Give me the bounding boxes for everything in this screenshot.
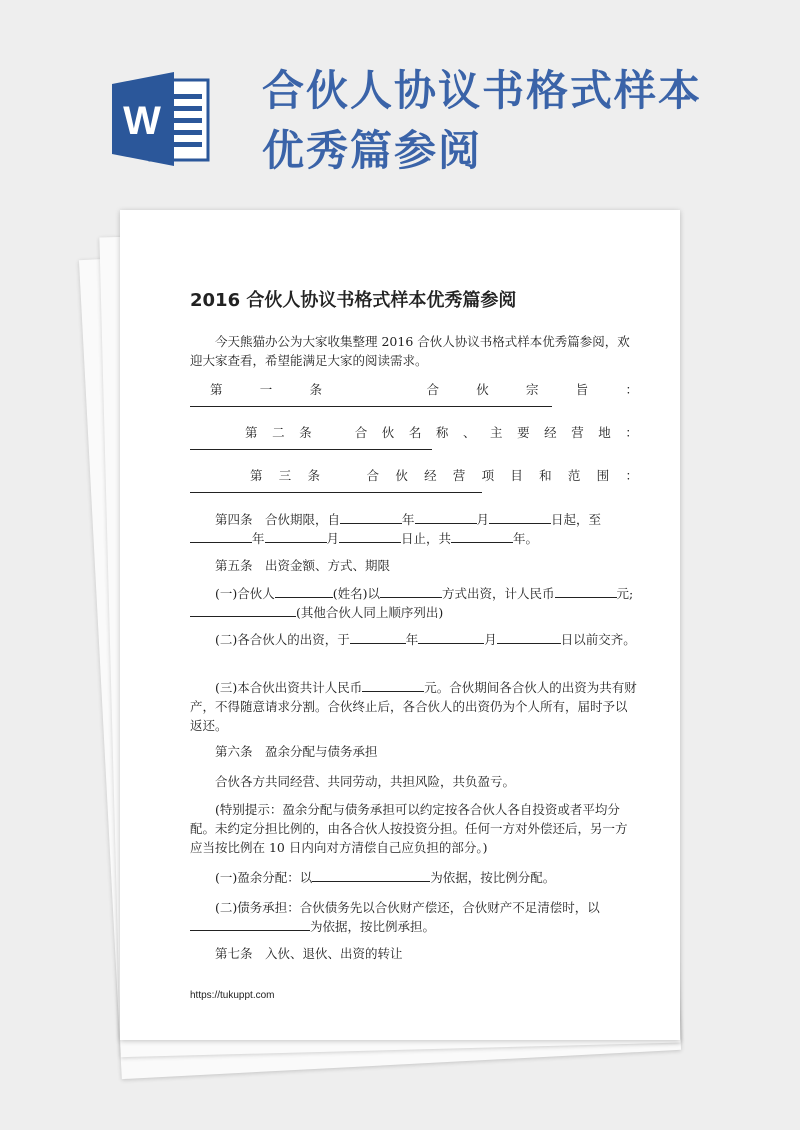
- word-document-icon: [112, 70, 210, 168]
- article-5-clause-3: (三)本合伙出资共计人民币 元。合伙期间各合伙人的出资为共有财产，不得随意请求分割。合伙终止后，各合伙人的出资仍为个人所有，届时予以返还。: [190, 680, 637, 733]
- blank-day[interactable]: [339, 529, 401, 543]
- article-2: [190, 423, 638, 450]
- article-5-clause-1: (一)合伙人 (姓名)以 方式出资，计人民币 元;(其他合伙人同上顺序列出): [190, 584, 638, 622]
- blank-years-total[interactable]: [451, 529, 513, 543]
- article-6-clause-2: (二)债务承担：合伙债务先以合伙财产偿还，合伙财产不足清偿时，以为依据，按比例承担。: [190, 898, 638, 936]
- page-title-line-2: 优秀篇参阅: [262, 126, 483, 175]
- blank-month[interactable]: [265, 529, 327, 543]
- article-5-clause-2: (二)各合伙人的出资，于 年 月 日以前交齐。: [215, 632, 636, 647]
- blank-year[interactable]: [190, 529, 252, 543]
- blank-total-amount[interactable]: [362, 678, 424, 692]
- blank-basis[interactable]: [190, 917, 310, 931]
- blank-line[interactable]: [190, 405, 552, 407]
- blank-amount[interactable]: [190, 603, 296, 617]
- blank-amount[interactable]: [555, 584, 617, 598]
- footer-url[interactable]: https://tukuppt.com: [190, 990, 275, 1001]
- blank-method[interactable]: [380, 584, 442, 598]
- article-6-title: 第六条 盈余分配与债务承担: [215, 744, 378, 759]
- article-2-heading: 第 二 条 合 伙 名 称 、 主 要 经 营 地 ：: [245, 425, 638, 440]
- blank-line[interactable]: [190, 491, 482, 493]
- article-1: [190, 380, 638, 407]
- word-icon-letter: W: [123, 99, 161, 143]
- document-title: 2016 合伙人协议书格式样本优秀篇参阅: [190, 290, 517, 311]
- blank-month[interactable]: [418, 630, 484, 644]
- blank-month[interactable]: [415, 510, 477, 524]
- article-6-special-note: (特别提示：盈余分配与债务承担可以约定按各合伙人各自投资或者平均分配。未约定分担比例的，由各合伙人按投资分担。任何一方对外偿还后，另一方应当按比例在 10 日内向对方清偿自己应负担的部分。): [190, 802, 628, 855]
- intro-paragraph: 今天熊猫办公为大家收集整理 2016 合伙人协议书格式样本优秀篇参阅，欢迎大家查看，希望能满足大家的阅读需求。: [190, 334, 630, 368]
- page-header: [0, 0, 800, 210]
- article-1-heading: 第 一 条 合 伙 宗 旨 ：: [210, 382, 638, 397]
- document-page: [120, 210, 680, 1040]
- article-3-heading: 第 三 条 合 伙 经 营 项 目 和 范 围 ：: [250, 468, 638, 483]
- article-7-title: 第七条 入伙、退伙、出资的转让: [215, 946, 403, 961]
- blank-year[interactable]: [340, 510, 402, 524]
- article-5-title: 第五条 出资金额、方式、期限: [215, 558, 391, 573]
- article-6-paragraph-1: 合伙各方共同经营、共同劳动，共担风险，共负盈亏。: [215, 774, 516, 789]
- page-title-line-1: 合伙人协议书格式样本: [262, 66, 703, 115]
- blank-day[interactable]: [489, 510, 551, 524]
- article-6-clause-1: (一)盈余分配：以 为依据，按比例分配。: [215, 870, 556, 885]
- article-4: 第四条 合伙期限，自 年 月 日起，至年 月 日止，共 年。: [190, 510, 638, 548]
- blank-day[interactable]: [497, 630, 561, 644]
- blank-year[interactable]: [350, 630, 406, 644]
- article-3: [190, 466, 638, 493]
- blank-partner-name[interactable]: [275, 584, 333, 598]
- blank-basis[interactable]: [312, 868, 430, 882]
- blank-line[interactable]: [190, 448, 432, 450]
